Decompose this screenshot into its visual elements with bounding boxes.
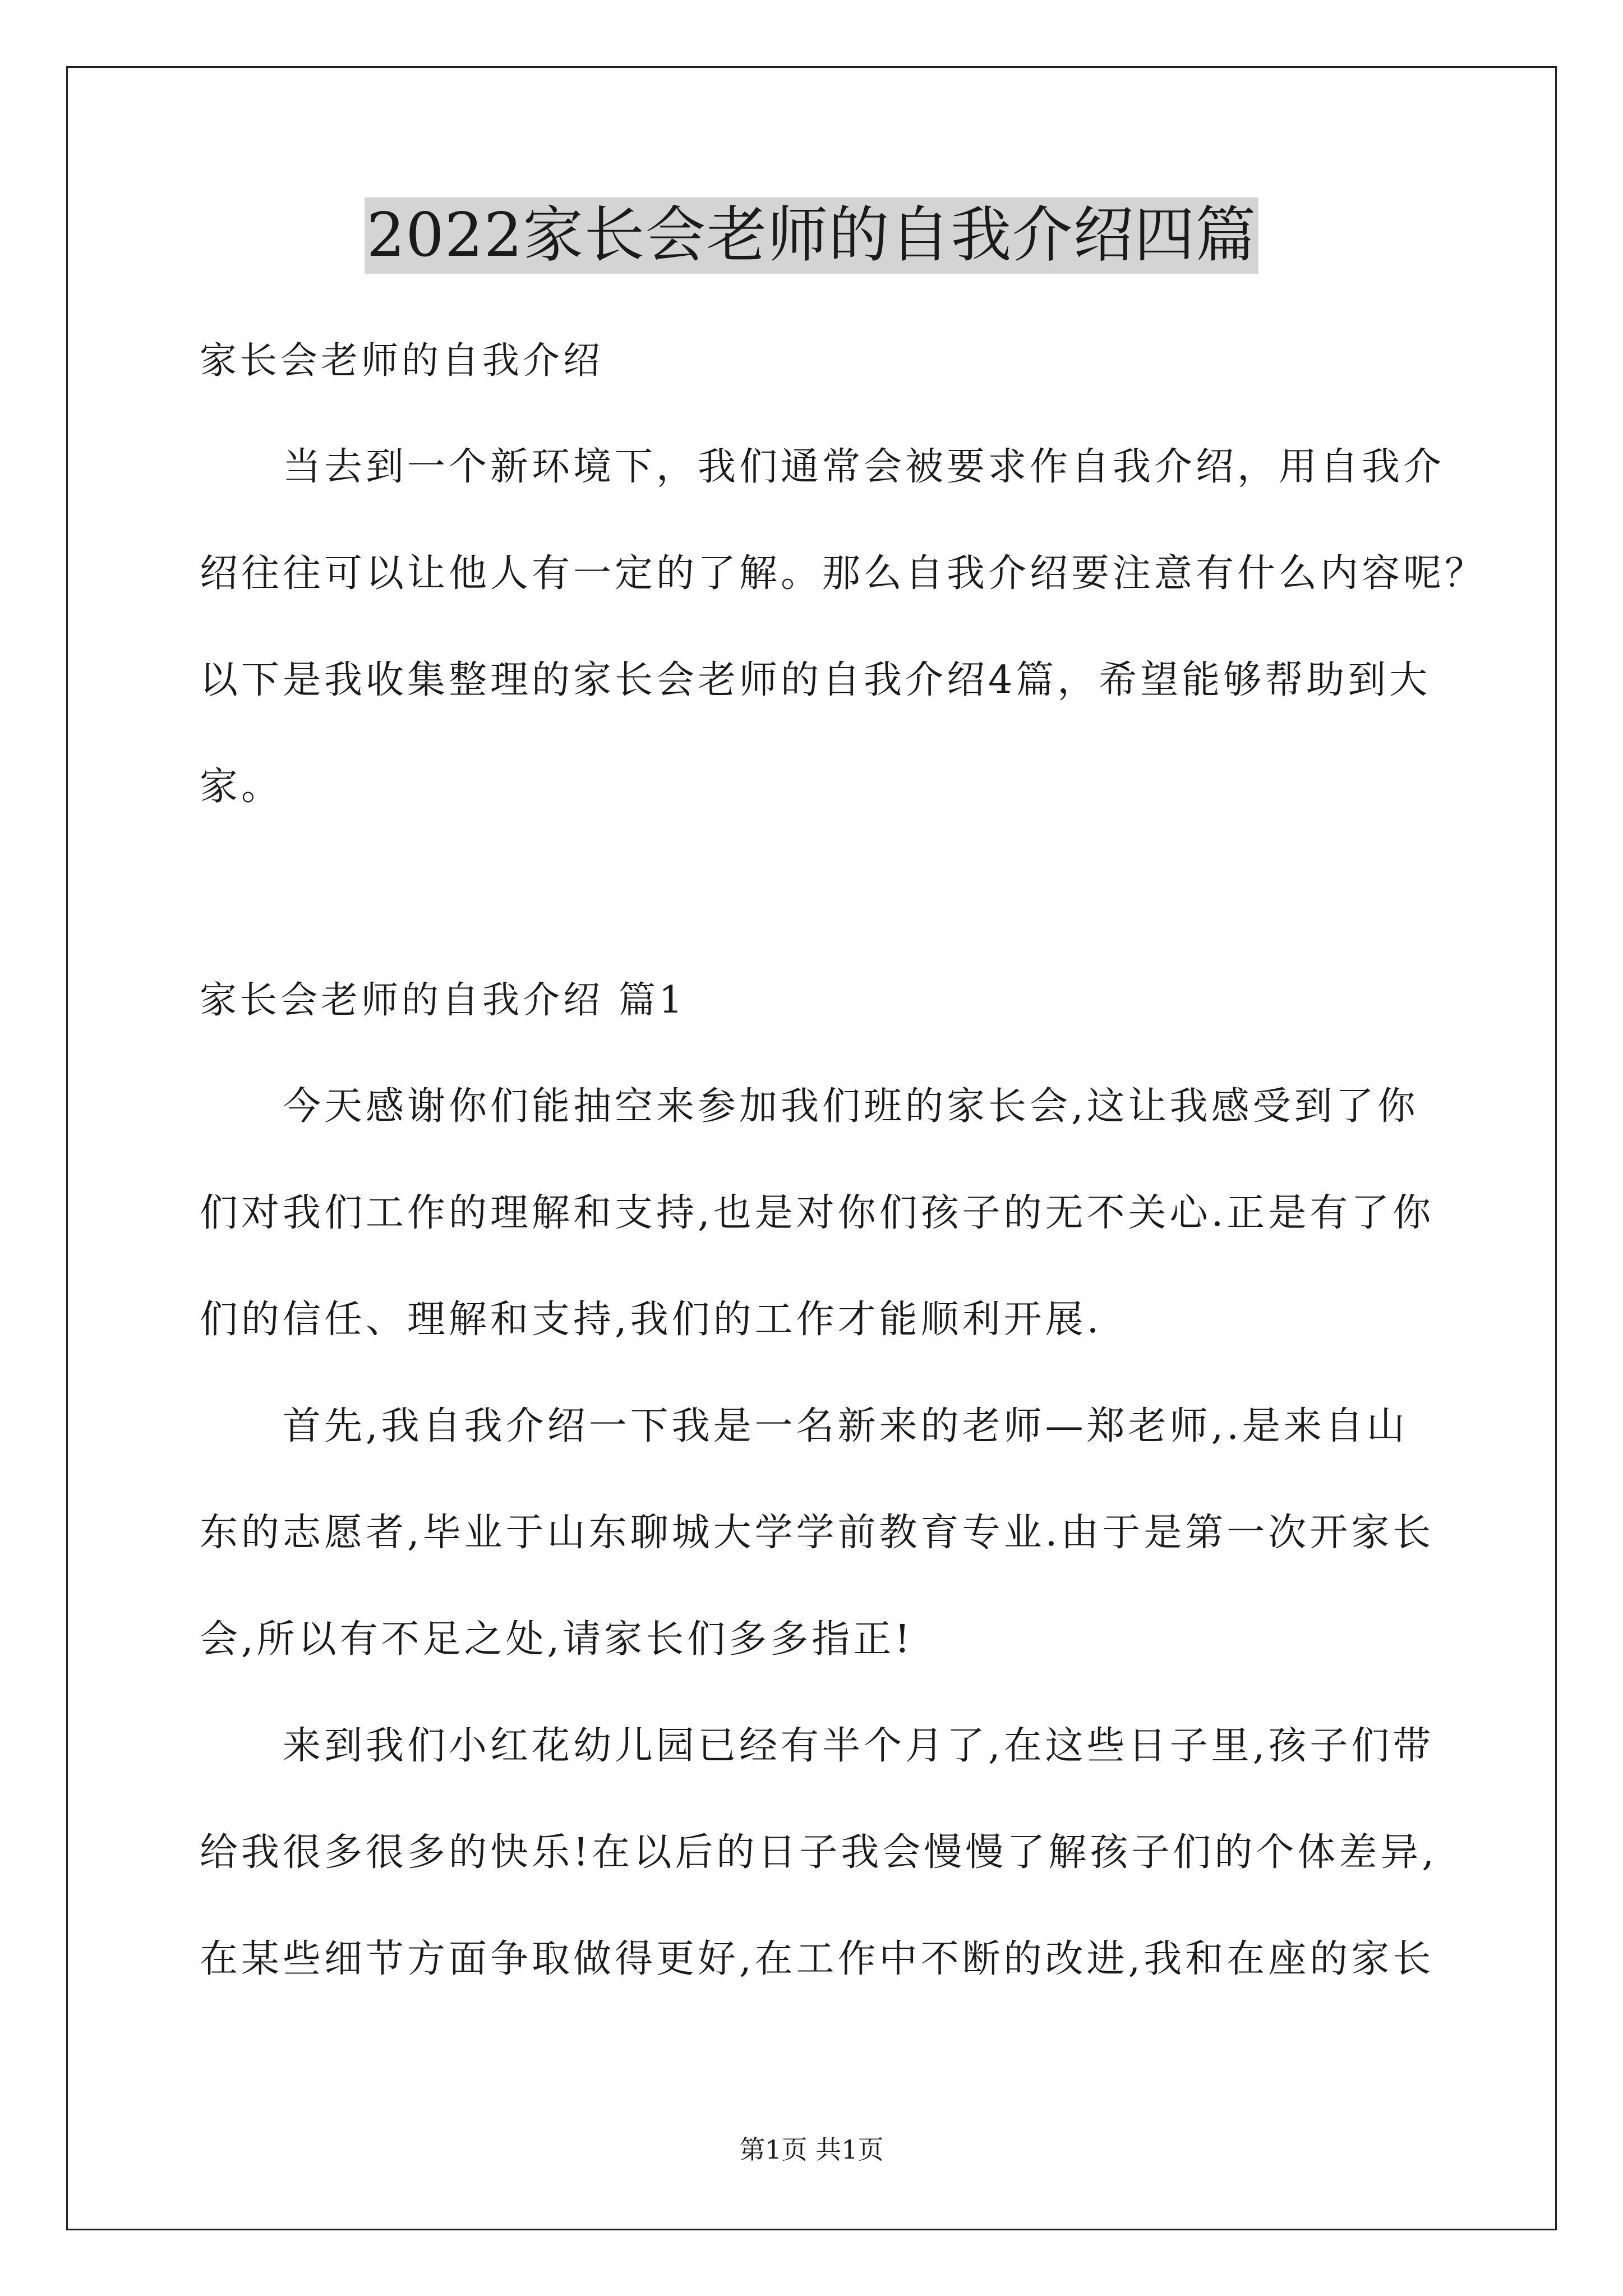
intro-heading: 家长会老师的自我介绍 [200, 339, 603, 382]
page-footer: 第1页 共1页 [739, 2134, 884, 2165]
intro-line: 绍往往可以让他人有一定的了解。那么自我介绍要注意有什么内容呢？ [200, 551, 1487, 596]
paragraph-line: 会,所以有不足之处,请家长们多多指正! [200, 1617, 914, 1662]
section-spacer [200, 840, 1439, 947]
document-title: 2022家长会老师的自我介绍四篇 [365, 197, 1259, 274]
paragraph-line: 们对我们工作的理解和支持,也是对你们孩子的无不关心.正是有了你 [200, 1191, 1435, 1235]
paragraph-line: 东的志愿者,毕业于山东聊城大学学前教育专业.由于是第一次开家长 [200, 1511, 1435, 1555]
document-body [200, 307, 1487, 2013]
intro-line: 以下是我收集整理的家长会老师的自我介绍4篇，希望能够帮助到大 [200, 658, 1431, 702]
title-wrapper [0, 197, 1623, 274]
section1-heading: 家长会老师的自我介绍 篇1 [200, 978, 686, 1022]
intro-line: 当去到一个新环境下，我们通常会被要求作自我介绍，用自我介 [283, 445, 1445, 489]
intro-line: 家。 [200, 765, 283, 809]
paragraph-line: 们的信任、理解和支持,我们的工作才能顺利开展. [200, 1297, 1103, 1342]
paragraph-line: 今天感谢你们能抽空来参加我们班的家长会,这让我感受到了你 [283, 1084, 1419, 1129]
paragraph-line: 首先,我自我介绍一下我是一名新来的老师—郑老师,.是来自山 [283, 1404, 1408, 1448]
paragraph-line: 在某些细节方面争取做得更好,在工作中不断的改进,我和在座的家长 [200, 1937, 1435, 1981]
paragraph-line: 来到我们小红花幼儿园已经有半个月了,在这些日子里,孩子们带 [283, 1724, 1435, 1768]
paragraph-line: 给我很多很多的快乐!在以后的日子我会慢慢了解孩子们的个体差异, [200, 1830, 1437, 1875]
